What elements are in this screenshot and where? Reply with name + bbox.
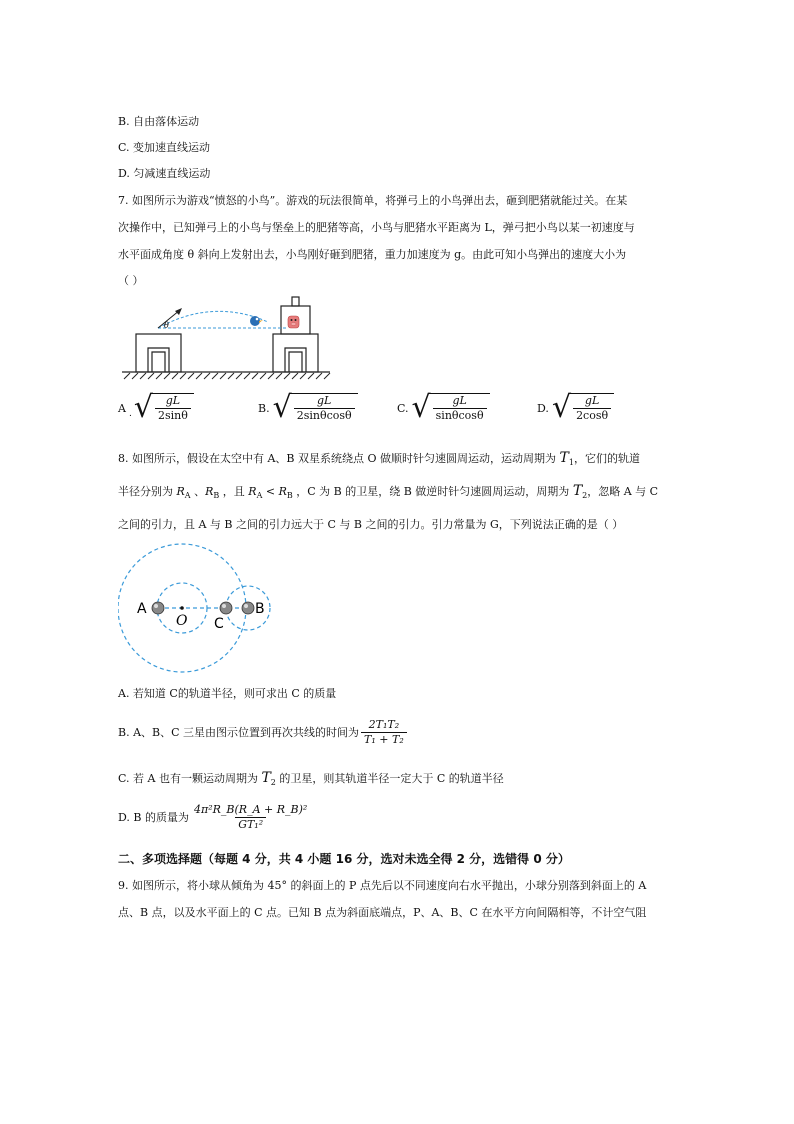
q8-stem-line1: 8. 如图所示，假设在太空中有 A、B 双星系统绕点 O 做顺时针匀速圆周运动，运动周期为 $T_1$，它们的轨道 bbox=[118, 450, 640, 467]
section-title-multiple-choice: 二、多项选择题（每题 4 分，共 4 小题 16 分，选对未选全得 2 分，选错得 0 分） bbox=[118, 852, 570, 866]
q7-option-b-label: B. bbox=[258, 401, 270, 415]
q7-option-d-formula: √ $\frac{gL}{2\cos\theta}$ bbox=[552, 393, 614, 423]
q7-stem-line3: 水平面成角度 θ 斜向上发射出去，小鸟刚好砸到肥猪，重力加速度为 g。由此可知小鸟弹出的速度大小为 bbox=[118, 248, 627, 261]
q6-option-b: B. 自由落体运动 bbox=[118, 115, 200, 128]
q7-option-b bbox=[258, 390, 358, 425]
q8-option-d-formula: $\frac{\text{4π²R\_B(R\_A + R\_B)²}}{\text{GT₁²}}$ bbox=[194, 803, 308, 831]
q7-option-a-formula: √ $\frac{gL}{2\sin\theta}$ bbox=[134, 393, 194, 423]
label-c: C bbox=[214, 616, 224, 632]
q7-answer-paren: （ ） bbox=[118, 274, 144, 287]
q7-stem-line2: 次操作中，已知弹弓上的小鸟与堡垒上的肥猪等高，小鸟与肥猪水平距离为 L，弹弓把小鸟以某一初速度与 bbox=[118, 221, 635, 234]
q8-option-b: B. A、B、C 三星由图示位置到再次共线的时间为 $\frac{\text{2T₁T₂}}{\text{T₁ + T₂}}$ bbox=[118, 718, 407, 747]
q8-figure bbox=[118, 540, 278, 676]
q7-option-d bbox=[537, 390, 614, 425]
pig-icon bbox=[288, 316, 299, 328]
q8-option-d: D. B 的质量为 $\frac{\text{4π²R\_B(R\_A + R\_B)²}}{\text{GT₁²}}$ bbox=[118, 803, 310, 832]
q8-option-c: C. 若 A 也有一颗运动周期为 $T_2$ 的卫星，则其轨道半径一定大于 C 的轨道半径 bbox=[118, 770, 504, 787]
q8-option-b-formula: $\frac{\text{2T₁T₂}}{\text{T₁ + T₂}}$ bbox=[361, 718, 407, 747]
q7-option-c-formula: √ $\frac{gL}{\sin\theta\cos\theta}$ bbox=[412, 393, 490, 423]
q9-stem-line1: 9. 如图所示，将小球从倾角为 45° 的斜面上的 P 点先后以不同速度向右水平抛出，小球分别落到斜面上的 A bbox=[118, 879, 647, 892]
q6-option-c: C. 变加速直线运动 bbox=[118, 141, 211, 154]
fortress bbox=[273, 297, 318, 372]
bird-icon bbox=[250, 316, 263, 326]
star-a bbox=[152, 602, 164, 614]
q7-option-a bbox=[118, 390, 194, 425]
label-o: O bbox=[176, 613, 188, 629]
q6-option-d: D. 匀减速直线运动 bbox=[118, 167, 211, 180]
q9-stem-line2: 点、B 点，以及水平面上的 C 点。已知 B 点为斜面底端点，P、A、B、C 在水平方向间隔相等，不计空气阻 bbox=[118, 906, 647, 919]
q7-option-d-label: D. bbox=[537, 401, 549, 415]
q7-angle-label: θ bbox=[164, 321, 169, 330]
center-o bbox=[180, 606, 184, 610]
q7-option-c bbox=[397, 390, 490, 425]
q8-stem-line3: 之间的引力，且 A 与 B 之间的引力远大于 C 与 B 之间的引力。引力常量为 G，下列说法正确的是（ ） bbox=[118, 518, 624, 531]
q7-option-a-dot: . bbox=[128, 409, 132, 419]
ground-hatching bbox=[124, 373, 330, 379]
star-b bbox=[242, 602, 254, 614]
slingshot-platform bbox=[136, 334, 181, 372]
q7-option-c-label: C. bbox=[397, 401, 409, 415]
q7-option-b-formula: √ $\frac{gL}{2\sin\theta\cos\theta}$ bbox=[273, 393, 358, 423]
star-c bbox=[220, 602, 232, 614]
label-b: B bbox=[255, 601, 265, 617]
q8-stem-line2: 半径分别为 $R_A$ 、$R_B$ ，且 $R_A < R_B$ ，C 为 B 的卫星，绕 B 做逆时针匀速圆周运动，周期为 $T_2$，忽略 A 与 C bbox=[118, 483, 659, 500]
q7-option-a-label: A bbox=[118, 401, 126, 415]
q7-stem-line1: 7. 如图所示为游戏“愤怒的小鸟”。游戏的玩法很简单，将弹弓上的小鸟弹出去，砸到肥猪就能过关。在某 bbox=[118, 194, 628, 207]
label-a: A bbox=[137, 601, 147, 617]
q8-option-a: A. 若知道 C的轨道半径，则可求出 C 的质量 bbox=[118, 687, 337, 700]
q7-figure bbox=[118, 292, 333, 384]
